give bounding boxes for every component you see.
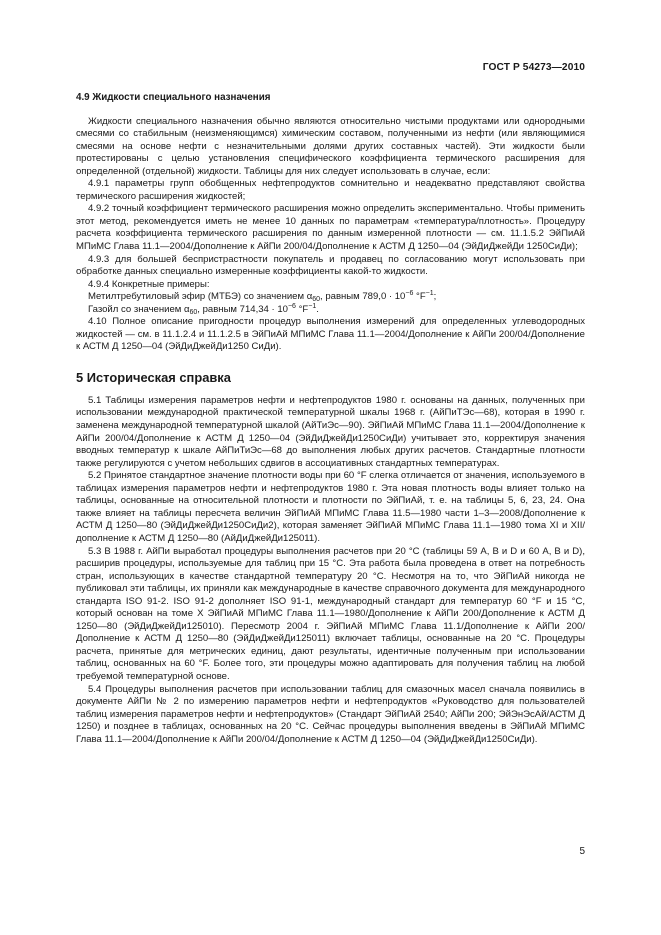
paragraph-5-2: 5.2 Принятое стандартное значение плотности воды при 60 °F слегка отличается от значения, используемого в таблицах измерения параметров нефти и нефтепродуктов 1980 г. Эта новая плотность воды влияет только на таблицы, основанные на относительной плотности и плотности по ЭйПиАй, т. е. на таблицы 5, 6, 23, 24. Она также влияет на таблицы пересчета величин ЭйПиАй МПиМС Глава 11.5—1980 части 1–3—2008/Дополнение к АСТМ Д 1250—80 (ЭйДиДжейДи1250СиДи2), которая заменяет ЭйПиАй МПиМС Глава 11.1—1980 тома XI и XII/дополнение к АСТМ Д 1250—80 (АйДиДжейДи125011). <box>76 470 585 544</box>
document-body <box>76 92 585 746</box>
example-gasoil: Газойл со значением $\alpha_{60}$, равным $714,34 \cdot 10^{-6}$ $^\circ F^{-1}$. <box>88 302 319 316</box>
example-mtbe: Метилтребутиловый эфир (МТБЭ) со значением $\alpha_{60}$, равным $789,0 \cdot 10^{-6}$ $^\circ F^{-1}$; <box>88 290 437 304</box>
paragraph-4-9-intro: Жидкости специального назначения обычно являются относительно чистыми продуктами или однородными смесями со стабильным (неизменяющимся) химическим составом, полученными из нефти (или являющимися смесями на основе нефти с незначительными долями других составных частей). Эти жидкости были протестированы с целью установления специфического коэффициента термического расширения для определенной (отдельной) жидкости. Таблицы для них следует использовать в случае, если: <box>76 115 585 177</box>
section-4-9-heading: 4.9 Жидкости специального назначения <box>76 92 271 103</box>
page-number: 5 <box>579 846 585 857</box>
paragraph-4-9-4: 4.9.4 Конкретные примеры: <box>88 278 210 290</box>
paragraph-4-9-2: 4.9.2 точный коэффициент термического расширения можно определить экспериментально. Чтобы применить этот метод, рекомендуется иметь не менее 10 данных по параметрам «температура/плотность». Процедуру расчета коэффициента термического расширения по данным измеренной плотности — см. 11.1.5.2 ЭйПиАй МПиМС Глава 11.1—2004/Дополнение к АйПи 200/04/Дополнение к АСТМ Д 1250—04 (ЭйДиДжейДи 1250СиДи); <box>76 203 585 253</box>
section-5-heading: 5 Историческая справка <box>76 369 231 385</box>
paragraph-5-4: 5.4 Процедуры выполнения расчетов при использовании таблиц для смазочных масел сначала появились в документе АйПи № 2 по измерению параметров нефти и нефтепродуктов «Руководство для пользователей таблиц измерения параметров нефти и нефтепродуктов» (Стандарт ЭйПиАй 2540; АйПи 200; ЭйЭнЭсАй/АСТМ Д 1250) и позднее в таблицах, основанных на 20 °С. Сейчас процедуры выполнения введены в ЭйПиАй МПиМС Глава 11.1—2004/Дополнение к АйПи 200/04/Дополнение к АСТМ Д 1250—04 (ЭйДиДжейДи1250СиДи). <box>76 683 585 745</box>
paragraph-4-9-3: 4.9.3 для большей беспристрастности покупатель и продавец по согласованию могут использовать при обработке данных специально измеренные коэффициенты какой-то жидкости. <box>76 253 585 278</box>
paragraph-5-1: 5.1 Таблицы измерения параметров нефти и нефтепродуктов 1980 г. основаны на данных, полученных при использовании международной практической температурной шкалы 1968 г. (АйПиТЭс—68), которая в 1990 г. заменена международной температурной шкалой (АйТиЭс—90). ЭйПиАй МПиМС Глава 11.1—2004/Дополнение к АйПи 200/04/Дополнение к АСТМ Д 1250—04 (ЭйДиДжейДи1250СиДи) учитывает это, корректируя значения вводных температур к шкале АйПиТиЭс—68 до выполнения любых других расчетов. Стандартные плотности также регулируются с учетом небольших сдвигов в ассоциативных стандартных температурах. <box>76 394 585 469</box>
paragraph-5-3: 5.3 В 1988 г. АйПи выработал процедуры выполнения расчетов при 20 °С (таблицы 59 А, В и D и 60 А, В и D), расширив процедуры, используемые для таблиц при 15 °С. Эта работа была проведена в ответ на потребность стран, использующих в качестве стандартной температуру 20 °С. Несмотря на то, что ЭйПиАй никогда не публиковал эти таблицы, их приняли как международные в качестве справочного документа для международного стандарта ISO 91-2. ISO 91-2 дополняет ISO 91-1, международный стандарт для температур 60 °F и 15 °С, который основан на томе X ЭйПиАй МПиМС Глава 11.1—1980/Дополнение к АйПи 200/Дополнение к АСТМ Д 1250—80 (ЭйДиДжейДи125010). Пересмотр 2004 г. ЭйПиАй МПиМС Глава 11.1/Дополнение к АйПи 200/Дополнение к АСТМ Д 1250—80 (ЭйДиДжейДи125011) включает таблицы, основанные на 20 °С. Процедуры расчета, принятые для метрических единиц, дают результаты, идентичные полученным при использовании таблиц, основанных на 60 °F. Более того, эти процедуры можно адаптировать для получения таблиц на любой требуемой температурной основе. <box>76 545 585 682</box>
standard-number: ГОСТ Р 54273—2010 <box>482 62 585 73</box>
paragraph-4-9-1: 4.9.1 параметры групп обобщенных нефтепродуктов сомнительно и неадекватно представляют свойства термического расширения жидкостей; <box>76 178 585 202</box>
paragraph-4-10: 4.10 Полное описание пригодности процедур выполнения измерений для определенных углеводородных жидкостей — см. в 11.1.2.4 и 11.1.2.5 в ЭйПиАй МПиМС Глава 11.1—2004/Дополнение к АйПи 200/04/Дополнение к АСТМ Д 1250—04 (ЭйДиДжейДи1250 СиДи). <box>76 316 585 353</box>
